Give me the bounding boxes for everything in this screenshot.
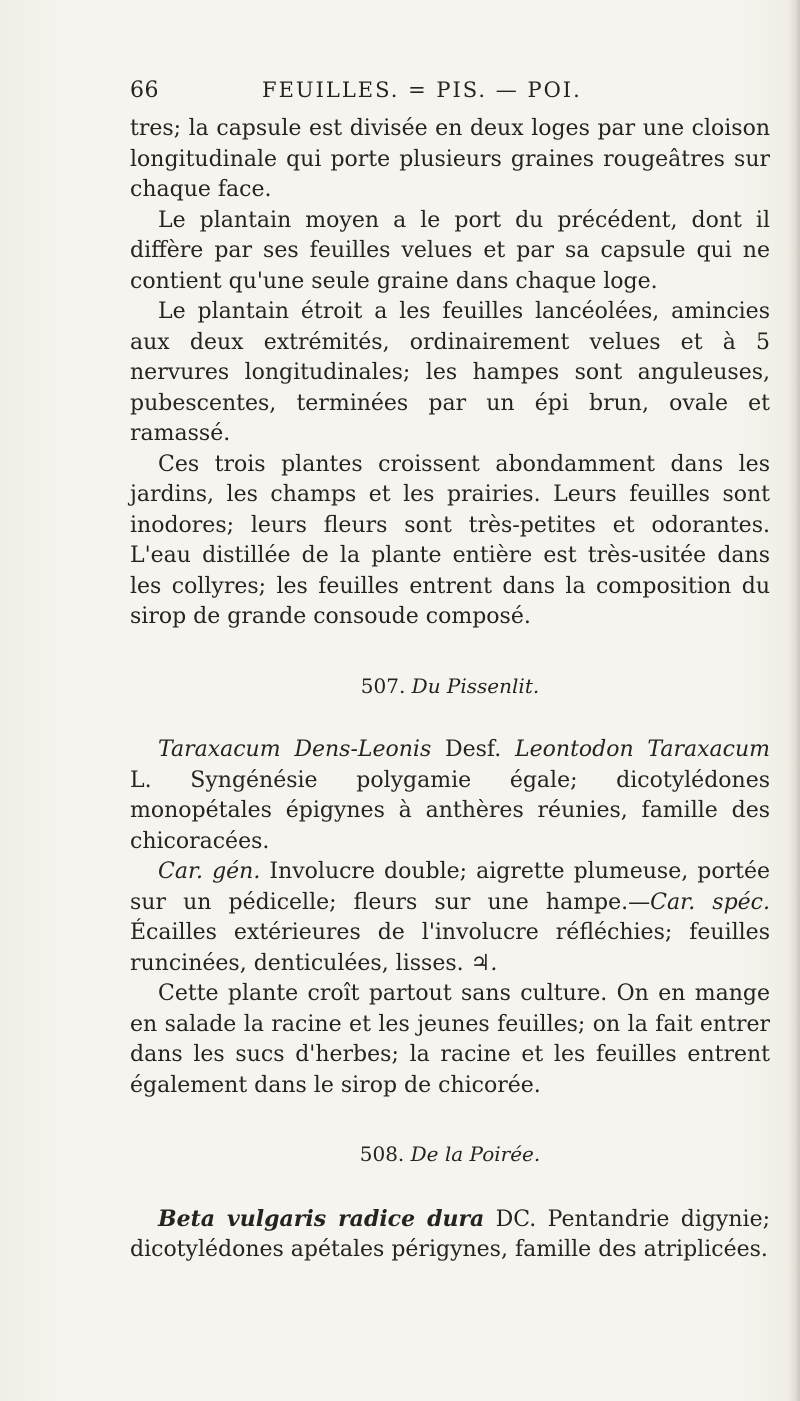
paragraph-plantain-moyen: Le plantain moyen a le port du précédent, dont il diffère par ses feuilles velues et par sa capsule qui ne contient qu'une seule graine dans chaque loge.	[130, 207, 770, 294]
section-heading-507	[130, 671, 770, 702]
perennial-symbol: ♃.	[470, 950, 498, 976]
paragraph-plantain-etroit: Le plantain étroit a les feuilles lancéolées, amincies aux deux extrémités, ordinairement velues et à 5 nervures longitudinales; les hampes sont anguleuses, pubescentes, terminées par un épi brun, ovale et ramassé.	[130, 299, 770, 446]
car-spec-label: Car. spéc.	[650, 889, 770, 915]
section-name: De la Poirée.	[410, 1142, 541, 1166]
section-number: 508.	[359, 1142, 405, 1166]
species-author: Desf.	[431, 737, 516, 762]
section-heading-508	[130, 1139, 770, 1170]
species-synonym: Leontodon Taraxacum	[515, 737, 770, 762]
car-gen-label: Car. gén.	[158, 859, 261, 884]
paragraph-characters	[130, 857, 770, 979]
taxonomy-text: L. Syngénésie polygamie égale; dicotylédones monopétales épigynes à anthères réunies, famille des chicoracées.	[130, 767, 770, 854]
paragraph-taxonomy	[130, 735, 770, 857]
body-text	[130, 114, 770, 1266]
section-number: 507.	[360, 673, 406, 698]
taxonomy-text: DC. Pentandrie digynie; dicotylédones apétales périgynes, famille des atriplicées.	[130, 1206, 771, 1262]
species-name: Beta vulgaris radice dura	[158, 1205, 485, 1232]
car-spec-text: Écailles extérieures de l'involucre réfléchies; feuilles runcinées, denticulées, lisses.	[130, 920, 770, 976]
paragraph-beta	[130, 1204, 770, 1266]
paragraph-continuation: tres; la capsule est divisée en deux loges par une cloison longitudinale qui porte plusieurs graines rougeâtres sur chaque face.	[130, 116, 770, 202]
species-name: Taraxacum Dens-Leonis	[158, 737, 432, 762]
section-name: Du Pissenlit.	[411, 673, 540, 698]
paragraph-usage: Cette plante croît partout sans culture. On en mange en salade la racine et les jeunes feuilles; on la fait entrer dans les sucs d'herbes; la racine et les feuilles entrent également dans le sirop de chicorée.	[130, 981, 770, 1098]
page-number: 66	[130, 78, 159, 103]
running-title: FEUILLES. = PIS. — POI.	[262, 78, 582, 102]
paragraph-uses: Ces trois plantes croissent abondamment dans les jardins, les champs et les prairies. Leurs feuilles sont inodores; leurs fleurs sont très-petites et odorantes. L'eau distillée de la plante entière est très-usitée dans les collyres; les feuilles entrent dans la composition du sirop de grande consoude composé.	[130, 451, 770, 629]
car-gen-text: Involucre double; aigrette plumeuse, portée sur un pédicelle; fleurs sur une hampe.—	[130, 859, 770, 915]
page-edge-shadow	[788, 0, 800, 1401]
